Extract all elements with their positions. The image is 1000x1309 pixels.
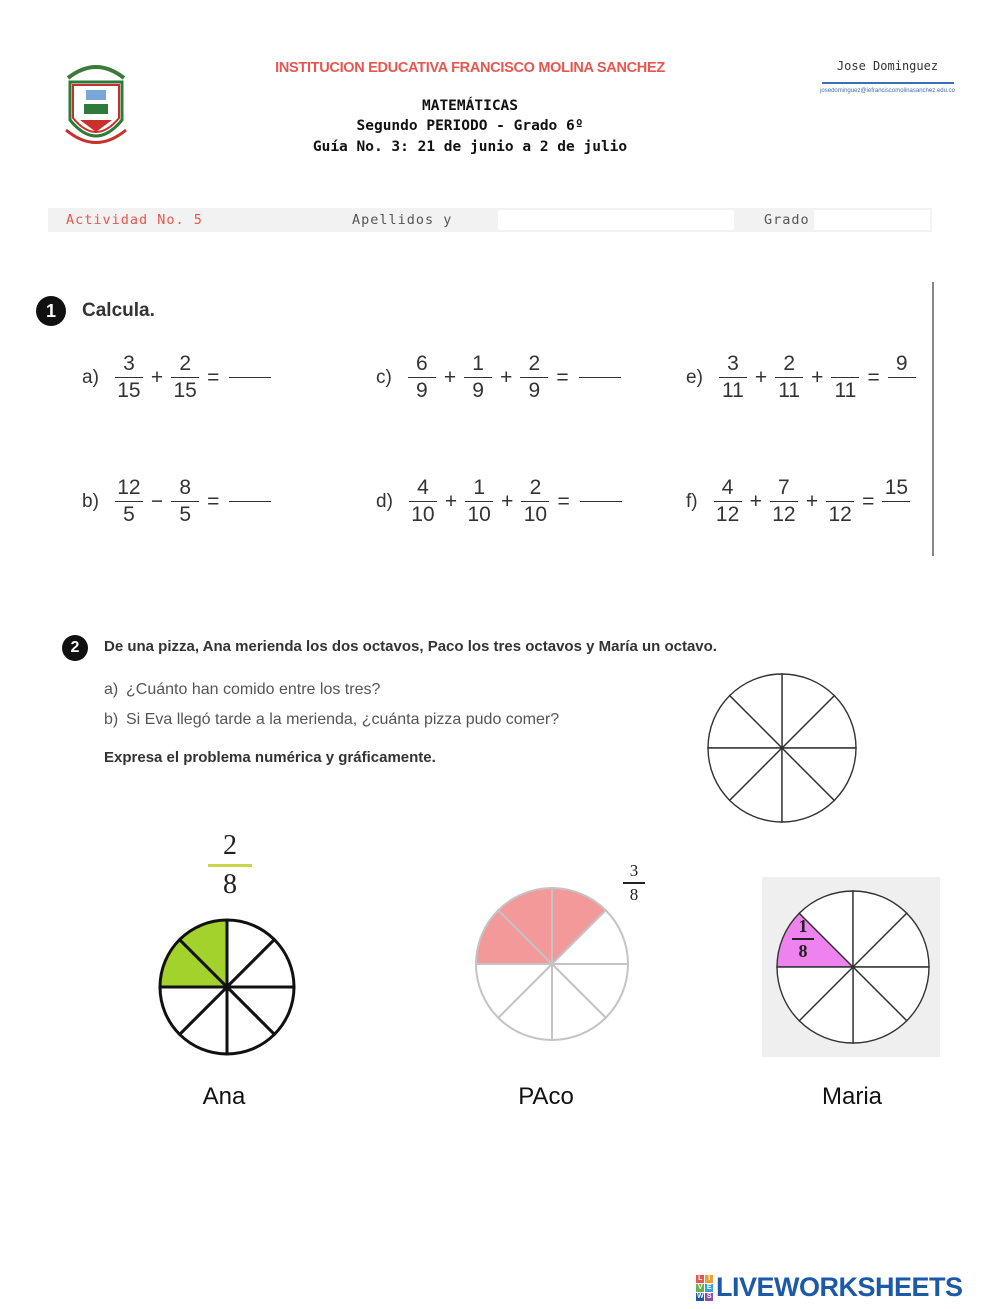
question-a [104,681,380,699]
maria-pizza [775,889,931,1045]
denominator: 11 [775,377,803,402]
operator: + [811,365,824,389]
guide-line: Guía No. 3: 21 de junio a 2 de julio [312,139,628,155]
equals-sign: = [207,489,220,513]
ana-fraction-bar [208,864,252,867]
denominator: 9 [408,377,436,402]
operator: + [150,365,164,389]
empty-pizza [706,672,858,824]
equals-sign: = [207,365,220,389]
fraction [719,353,747,402]
operator: + [805,489,819,513]
denominator: 5 [171,501,199,526]
denominator: 15 [171,377,199,402]
fraction [115,353,143,402]
fraction [408,353,436,402]
numerator: 8 [179,476,192,499]
answer-blank-b[interactable] [229,501,271,502]
ana-numerator: 2 [223,830,237,861]
fraction [171,353,199,402]
operator: + [501,489,514,513]
equals-sign: = [862,489,875,513]
denominator: 10 [409,501,437,526]
exercise2-statement: De una pizza, Ana merienda los dos octavos, Paco los tres octavos y María un octavo. [104,638,717,655]
fraction [409,477,437,526]
numerator: 12 [117,476,141,499]
result-fraction[interactable] [882,477,910,526]
fraction-missing-numerator[interactable] [826,477,854,526]
maria-fraction-bar [792,938,814,940]
denominator: 11 [719,377,747,402]
exercise-d-label: d) [376,490,393,512]
maria-numerator: 1 [798,916,808,936]
denominator: 15 [115,377,143,402]
logo-letter: S [706,1292,712,1300]
period-line: Segundo PERIODO - Grado 6º [356,118,584,134]
activity-bar [48,208,932,232]
ana-pizza [158,918,296,1056]
denominator: 9 [464,377,492,402]
fraction [775,353,803,402]
liveworksheets-logo-icon [696,1275,713,1301]
exercise2-number: 2 [62,635,88,661]
denominator: 12 [714,501,742,526]
denominator: 10 [465,501,493,526]
paco-label: PAco [518,1083,574,1110]
result-fraction[interactable] [888,353,916,402]
result-denominator-blank[interactable] [888,377,916,402]
school-name: INSTITUCION EDUCATIVA FRANCISCO MOLINA SANCHEZ [275,60,665,76]
denominator: 11 [831,377,859,402]
question-b [104,711,559,729]
fraction [520,353,548,402]
numerator: 1 [472,352,484,375]
exercise-e [686,353,920,402]
logo-letter: W [696,1292,704,1300]
paco-fraction-bar [623,882,645,884]
logo-letter: L [696,1275,704,1283]
numerator: 1 [473,476,486,499]
maria-fraction [790,916,816,962]
operator: + [500,365,513,389]
denominator: 5 [115,501,143,526]
activity-label: Actividad No. 5 [66,212,203,228]
numerator[interactable] [843,353,847,377]
names-field[interactable] [498,210,734,230]
maria-denominator: 8 [798,940,808,961]
denominator: 10 [521,501,549,526]
question-b-text: Si Eva llegó tarde a la merienda, ¿cuánta pizza pudo comer? [126,711,560,728]
operator: − [150,489,164,513]
numerator: 4 [721,476,734,499]
exercise-f [686,477,914,526]
paco-denominator: 8 [629,884,639,904]
numerator: 3 [123,352,135,375]
answer-blank-c[interactable] [579,377,621,378]
denominator: 9 [520,377,548,402]
fraction-missing-numerator[interactable] [831,353,859,402]
exercise-a-label: a) [82,366,99,388]
logo-letter: E [706,1283,712,1291]
paco-pizza [474,886,630,1042]
numerator: 4 [417,476,429,499]
logo-letter: V [697,1283,703,1291]
teacher-email: josedominguez@iefranciscomolinasanchez.edu.co [820,88,955,94]
exercise2-instruction: Expresa el problema numérica y gráficamente. [104,749,436,766]
question-b-label: b) [104,711,119,728]
answer-blank-a[interactable] [229,377,271,378]
logo-letter: I [705,1275,713,1283]
exercise1-divider [932,282,934,556]
exercise-c-label: c) [376,366,392,388]
numerator: 15 [884,476,909,499]
fraction [115,477,143,526]
numerator: 6 [415,352,428,375]
numerator[interactable] [838,477,842,501]
exercise-b [82,477,271,526]
numerator: 2 [179,352,192,375]
grade-field[interactable] [814,210,930,230]
operator: + [749,489,762,513]
maria-label: Maria [821,1083,882,1110]
equals-sign: = [867,365,880,389]
numerator: 2 [528,352,541,375]
operator: + [443,365,457,389]
teacher-underline [822,82,954,84]
grade-label: Grado [764,212,810,228]
numerator: 2 [529,476,542,499]
fraction [770,477,798,526]
teacher-name: Jose Dominguez [836,59,939,73]
exercise1-title: Calcula. [82,300,155,321]
numerator: 3 [727,352,739,375]
answer-blank-d[interactable] [580,501,622,502]
equals-sign: = [557,489,570,513]
exercise-b-label: b) [82,490,99,512]
liveworksheets-brand [696,1272,963,1303]
fraction [521,477,549,526]
operator: + [754,365,768,389]
exercise-a [82,353,271,402]
exercise-f-label: f) [686,490,698,512]
numerator: 2 [783,352,796,375]
names-label: Apellidos y [352,212,453,228]
exercise1-number: 1 [36,296,66,326]
ana-fraction [200,830,260,901]
fraction [714,477,742,526]
result-denominator-blank[interactable] [882,501,910,526]
question-a-text: ¿Cuánto han comido entre los tres? [126,681,381,698]
numerator: 9 [895,352,908,375]
denominator: 12 [770,501,798,526]
exercise-c [376,353,621,402]
fraction [464,353,492,402]
operator: + [444,489,458,513]
brand-text: LIVEWORKSHEETS [716,1272,963,1302]
ana-label: Ana [202,1083,246,1110]
paco-numerator: 3 [629,861,639,880]
ana-denominator: 8 [223,869,237,900]
equals-sign: = [556,365,569,389]
exercise-e-label: e) [686,366,703,388]
numerator: 7 [778,476,790,499]
exercise-d [376,477,622,526]
subject-title: MATEMÁTICAS [421,98,519,114]
school-seal-logo [62,60,130,152]
denominator: 12 [826,501,854,526]
fraction [171,477,199,526]
fraction [465,477,493,526]
question-a-label: a) [104,681,119,698]
